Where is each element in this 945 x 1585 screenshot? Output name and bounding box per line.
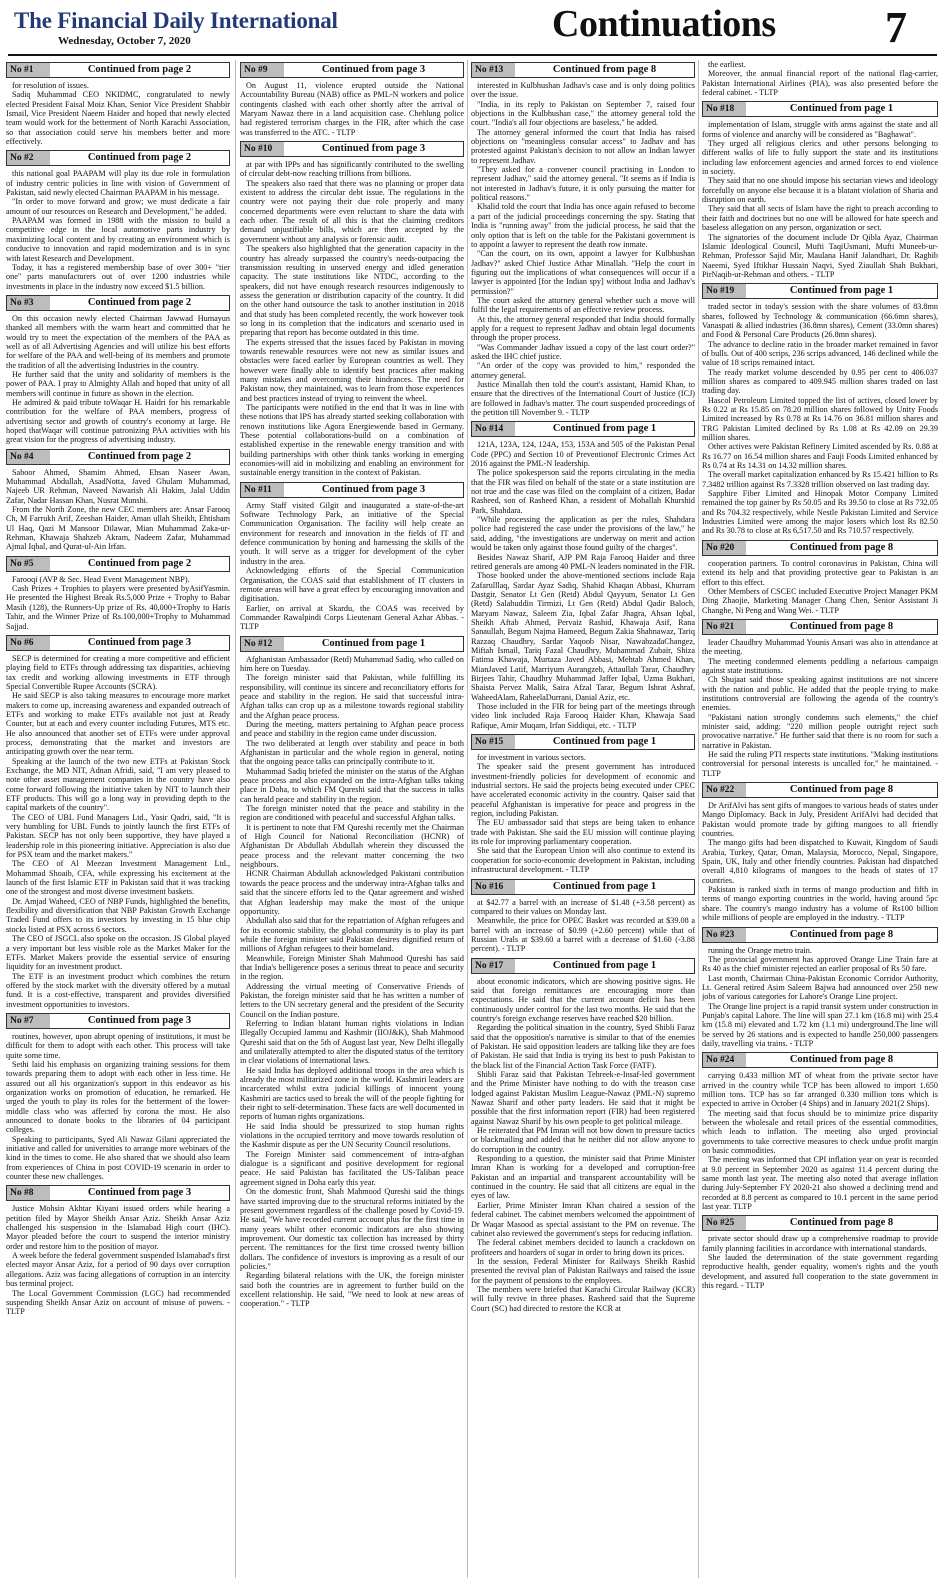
story-number-badge: No #24: [703, 1053, 746, 1067]
story-paragraph: On the domestic front, Shah Mahmood Qureshi said the things have started improving due to the structural reforms initiated by the present government regardless of the challenge posed by Covid-19. He said, "We have recorded current account plus for the first time in many years whilst other economic indicators are also showing improvement. Our domestic tax collection has increased by thirty percent. The remittances for the first time crossed twenty billion dollars. The confidence of investors is improving as a result of our policies.": [240, 1187, 464, 1271]
story-continued-title: Continued from page 8: [789, 1054, 894, 1066]
continuation-story: [6, 150, 230, 290]
continuation-story: [240, 62, 464, 137]
story-paragraph: Referring to Indian blatant human rights violations in Indian Illegally Occupied Jammu and Kashmir (IIOJ&K), Shah Mahmood Qureshi said that on the 5th of August last year, New Delhi illegally and unilaterally attempted to alter the disputed status of the territory in clear violations of international laws.: [240, 1018, 464, 1066]
story-number-badge: No #6: [7, 636, 50, 650]
story-paragraph: The members were briefed that Karachi Circular Railway (KCR) will fully revive in three phases. Rasheed said that the Supreme Court (SC) had directed to restore the KCR at: [471, 1284, 695, 1313]
story-paragraph: He reiterated that PM Imran will not bow down to pressure tactics or blackmailing and added that he neither did nor allow anyone to do corruption in the country.: [471, 1126, 695, 1154]
story-paragraph: "An order of the copy was provided to him," responded the attorney general.: [471, 361, 695, 380]
story-body: [471, 898, 695, 954]
column-3: [471, 60, 695, 1578]
story-paragraph: The two deliberated at length over stability and peace in both Afghanistan in particular and the whole region in general, noting that the ongoing peace talks can principally contribute to it.: [240, 738, 464, 767]
story-paragraph: SECP is determined for creating a more competitive and efficient playing field to ETFs through addressing tax disparities, achieving tax credit and working allowing investments in ETF through Special Convertible Rupee Accounts (SCRA).: [6, 653, 230, 691]
story-number-badge: No #8: [7, 1186, 50, 1200]
story-paragraph: The Local Government Commission (LGC) had recommended suspending Sheikh Ansar Aziz on account of misuse of powers. - TLTP: [6, 1288, 230, 1317]
newspaper-name: The Financial Daily International: [14, 8, 338, 33]
continuation-story: [6, 62, 230, 146]
story-number-badge: No #21: [703, 620, 746, 634]
story-number-badge: No #23: [703, 928, 746, 942]
story-continued-title: Continued from page 8: [789, 620, 894, 632]
continuation-story: [471, 421, 695, 730]
story-paragraph: Earlier, on arrival at Skardu, the COAS was received by Commander Rawalpindi Corps Lieutenant General Azhar Abbas. - TLTP: [240, 603, 464, 632]
story-paragraph: They said that no one should impose his sectarian views and ideology forcefully on anyone else because it is a blatant violation of Sharia and disruption on earth.: [702, 176, 938, 205]
story-paragraph: The ETF is an investment product which combines the return offered by the stock market with the diversity offered by a mutual fund. It is a cost-effective, transparent and provides diversified investment opportunities to investors.: [6, 971, 230, 1009]
story-paragraph: The court asked the attorney general whether such a move will fulfil the legal requirements of an effective review process.: [471, 295, 695, 315]
continuation-story: [6, 635, 230, 1009]
story-paragraph: leader Chaudhry Muhammad Younis Ansari was also in attendance at the meeting.: [702, 637, 938, 657]
story-paragraph: The mango gifts had been dispatched to Kuwait, Kingdom of Saudi Arabia, Turkey, Qatar, Oman, Malaysia, Morocco, Nepal, Singapore, Spain, UK, Italy and other friendly countries. Pakistan had dispatched overall 4,810 kilograms of mangoes to the heads of states of 17 countries.: [702, 838, 938, 885]
story-paragraph: He further said that the unity and solidarity of members is the power of PAA. I pray to Almighty Allah and hoped that unity of all members will continue in future as shown in the election.: [6, 369, 230, 398]
story-paragraph: "While processing the application as per the rules, Shahdara police had registered the case under the provisions of the law," he said, adding, "the investigations are underway on merit and action would be taken only against those found guilty of the charges".: [471, 515, 695, 553]
story-header: [6, 62, 230, 78]
continuation-story: [240, 141, 464, 478]
story-paragraph: at par with IPPs and has significantly contributed to the swelling of circular debt-now reaching trillions from billions.: [240, 160, 464, 179]
continuation-story: [6, 556, 230, 631]
story-paragraph: this national goal PAAPAM will play its due role in formulation of industry centric policies in line with vision of Government of Pakistan, said newly elected Chairman PAAPAM in his message.: [6, 169, 230, 198]
story-paragraph: The participants were notified in the end that It was in line with these notions that IPS has already started seeking collaboration with renown institutions like Agora Energiewende based in Germany. These potential collaborations-build on a combination of established expertise in the renewable energy transition and with building partnerships with other think tanks working in emerging economies-will aid in mobilizing and enabling an environment for sustainable energy transition in the context of Pakistan.: [240, 403, 464, 478]
story-paragraph: On August 11, violence erupted outside the National Accountability Bureau (NAB) office as PML-N workers and police contingents clashed with each other shortly after the arrival of Maryam Nawaz there in a land acquisition case. Chehlung police had registered terrorism charges in the FIR, after which the case was transferred to the ATC. - TLTP: [240, 81, 464, 137]
story-paragraph: Abdullah also said that for the repatriation of Afghan refugees and for its economic stability, the global community is to play its part while the foreign minister said Pakistan desires dignified return of millions of Afghan refugees to their homeland.: [240, 916, 464, 954]
story-body: [6, 1204, 230, 1316]
story-header: [240, 482, 464, 498]
story-paragraph: The federal cabinet members decided to launch a crackdown on profiteers and hoarders of sugar in order to bring down its prices.: [471, 1238, 695, 1257]
story-number-badge: No #11: [241, 483, 284, 497]
story-body: [6, 314, 230, 445]
story-body: [471, 81, 695, 417]
story-body: [6, 169, 230, 290]
story-paragraph: The ready market volume descended by 0.95 per cent to 406.037 million shares as compared to 409.945 million shares traded on last trading day.: [702, 367, 938, 396]
story-body: [240, 501, 464, 632]
story-number-badge: No #9: [241, 63, 284, 77]
story-paragraph: They urged all religious clerics and other persons belonging to different walks of life to fully support the state and its institutions including law enforcement agencies and armed forces to end violence in society.: [702, 139, 938, 177]
story-header: [702, 283, 938, 299]
story-header: [702, 540, 938, 556]
story-number-badge: No #3: [7, 296, 50, 310]
story-paragraph: He said India has deployed additional troops in the area which is already the most militarized zone in the world. Kashmiri leaders are incarcerated whilst extra judicial killings of innocent young Kashmiri are tactics used to break the will of the people fighting for their right to self-determination. These facts are well documented in reports of human rights organizations.: [240, 1065, 464, 1122]
story-paragraph: "In order to move forward and grow; we must dedicate a fair amount of our resources on Research and Development," he added.: [6, 197, 230, 216]
story-continued-title: Continued from page 2: [87, 152, 192, 164]
story-body: [6, 468, 230, 552]
story-paragraph: He admired & paid tribute toWaqar H. Haidri for his remarkable contribution for the welfare of PAA members, progress of advertising sector and growth of country's economy at large. He hoped thatWaqar will continue patronizing PAA activities with his great vision for the progress of advertising industry.: [6, 397, 230, 445]
story-body: [702, 1071, 938, 1211]
story-number-badge: No #16: [472, 880, 515, 894]
story-paragraph: The foreign minister said that Pakistan, while fulfilling its responsibility, will continue its sincere and reconciliatory efforts for peace and stability in the region. He said that successful intra-Afghan talks can crop up as a milestone towards regional stability and the Afghan peace process.: [240, 673, 464, 720]
story-paragraph: Addressing the virtual meeting of Conservative Friends of Pakistan, the foreign minister said that he has written a number of letters to the UN secretary general and the president of the Security Council on the Indian posture.: [240, 981, 464, 1019]
story-paragraph: at $42.77 a barrel with an increase of $1.48 (+3.58 percent) as compared to their values on Monday last.: [471, 897, 695, 916]
story-paragraph: Pakistan is ranked sixth in terms of mango production and fifth in terms of mango exporting countries in the world, having around 5pc share. The country's mango industry has a volume of Rs100 billion while millions of people are employed in the industry. - TLTP: [702, 885, 938, 923]
story-paragraph: Cash Prizes + Trophies to players were presented byAsifYasmin. He presented the Highest Break Rs.5,000 Prize + Trophy to Babar Masih (128), the Runners-Up prize of Rs. 40,000+Trophy to Haris Tahir, and the Winner Prize of Rs.100,000+Trophy to Muhammad Sajjad.: [6, 584, 230, 631]
continuation-story: [6, 449, 230, 552]
continuation-story: [471, 734, 695, 874]
publication-date: Wednesday, October 7, 2020: [58, 35, 191, 47]
story-paragraph: The foreign minister noted that the peace and stability in the region are conditioned with peaceful and successful Afghan talks.: [240, 804, 464, 823]
story-paragraph: the earliest.: [708, 60, 746, 69]
column-divider: [235, 60, 236, 1578]
story-body: [702, 946, 938, 1049]
story-header: [240, 141, 464, 157]
continuation-story: [240, 482, 464, 632]
story-paragraph: From the North Zone, the new CEC members are: Ansar Farooq Ch, M Farrukh Arif, Zeeshan Haider, Aman ullah Sheikh, Ehtisham Ul Haq, Qazi M Mansoor Dilawar, Mian Muhammad Zaka-ur-Rehman, Khawaja Shahzeb Akram, Nadeem Zafar, Muhammad Ajmal Iqbal, and Qurat-ul-Ain Irfan.: [6, 505, 230, 552]
story-paragraph: He said the ruling PTI respects state institutions. "Making institutions controversial for personal interests is uncalled for," he maintained. - TLTP: [702, 750, 938, 778]
continuation-story: [240, 636, 464, 1309]
column-1: [6, 60, 230, 1578]
story-paragraph: The advance to decline ratio in the broader market remained in favor of bulls. Out of 400 scrips, 236 scrips advanced, 146 declined while the value of 18 scrips remained intact.: [702, 339, 938, 368]
story-paragraph: Sethi laid his emphasis on organizing training sessions for them towards preparing them to adopt with each other in less time. He assured out all his organization's support in this endeavor as his organization works on promotion of education, he remarked. He urged the youth to play its roles for the betterment of the lower-middle class who was affected by corona the most. He also announced to donate books to the libraries of 04 participant colleges.: [6, 1059, 230, 1135]
story-number-badge: No #18: [703, 102, 746, 116]
story-continued-title: Continued from page 3: [321, 64, 426, 75]
story-paragraph: Meanwhile, Foreign Minister Shah Mahmood Qureshi has said that India's belligerence poses a serious threat to peace and security in the region.: [240, 953, 464, 982]
continuation-story: [702, 101, 938, 279]
story-header: [702, 1052, 938, 1068]
story-paragraph: for investment in various sectors.: [477, 753, 586, 763]
story-paragraph: The attorney general informed the court that India has raised objections on "meaningless consular access" to Jadhav and has protested against Pakistan's decision to not allow an Indian lawyer to represent Jadhav.: [471, 127, 695, 165]
story-continued-title: Continued from page 8: [789, 784, 894, 796]
story-paragraph: Justice Minallah then told the court's assistant, Hamid Khan, to ensure that the directives of the International Court of Justice (ICJ) are followed in Jadhav's matter. The court suspended proceedings of the petition till November 9. - TLTP: [471, 380, 695, 418]
story-paragraph: Speaking at the launch of the two new ETFs at Pakistan Stock Exchange, the MD NIT, Adnan Afridi, said, "I am very pleased to note other asset management companies in the country have also come forward following the initiative taken by NIT to launch their ETF products. This will go a long way in providing depth to the capital markets of the country".: [6, 756, 230, 813]
column-2: [240, 60, 464, 1578]
story-paragraph: Today, it has a registered membership base of over 300+ "tier one" parts manufacturers out of over 1200 industries while investments in place in the industry now exceed $1.5 billion.: [6, 262, 230, 291]
story-paragraph: The speaker said the present government has introduced investment-friendly policies for development of economic and industrial sectors. He said the projects being executed under CPEC have accelerated economic activity in the country. Qaiser said that peaceful Afghanistan is imperative for peace and progress in the region, including Pakistan.: [471, 762, 695, 819]
story-header: [471, 958, 695, 974]
story-paragraph: carrying 0.433 million MT of wheat from the private sector have arrived in the country while TCP has been allowed to import 1.650 million tons. TCP has so far arranged 0.330 million tons which is expected to arrive in October (4 Ships) and in January 2021(2 Ships).: [702, 1071, 938, 1109]
story-paragraph: The speakers also raed that there was no planning or proper data existent to address the circular debt issue. The regulations in the country were not paying their due role properly and many concerned departments were even reluctant to share the data with each other. The result of all this is that the claiming creditors demand unjustifiable bills, which are then accepted by the government without any analysis or forensic audit.: [240, 178, 464, 244]
story-number-badge: No #4: [7, 450, 50, 464]
column-divider: [467, 60, 468, 1578]
story-header: [240, 62, 464, 78]
story-paragraph: running the Orange metro train.: [708, 945, 812, 955]
story-paragraph: At this, the attorney general responded that India should formally apply for a request to represent Jadhav and obtain legal documents through the proper process.: [471, 314, 695, 343]
story-paragraph: He said India should be pressurized to stop human rights violations in the occupied territory and move towards resolution of the Kashmir dispute as per the UN Security Council resolutions.: [240, 1121, 464, 1150]
story-continued-title: Continued from page 3: [321, 483, 426, 495]
story-continued-title: Continued from page 1: [321, 637, 426, 649]
story-paragraph: Ch Shujaat said those speaking against institutions are not sincere with the nation and public. He added that the people trying to make institutions controversial are following the agenda of the country's enemies.: [702, 675, 938, 713]
story-paragraph: Other actives were Pakistan Refinery Limited ascended by Rs. 0.88 at Rs 16.77 on 16.54 million shares and Fauji Foods Limited enhanced by Rs 0.74 at Rs 14.31 on 14.32 million shares.: [702, 442, 938, 471]
continuation-story: [702, 927, 938, 1049]
story-number-badge: No #22: [703, 783, 746, 797]
story-paragraph: Responding to a question, the minister said that Prime Minister Imran Khan is working for a developed and corruption-free Pakistan and an impartial and transparent accountability will be continued in the country. He said that all citizens are equal in the eyes of law.: [471, 1154, 695, 1201]
story-body: [240, 81, 464, 137]
continuation-story: [6, 1013, 230, 1182]
story-paragraph: The overall market capitalization enhanced by Rs 15.421 billion to Rs 7.3482 trillion against Rs 7.3328 trillion observed on last trading day.: [702, 470, 938, 489]
story-continued-title: Continued from page 2: [87, 450, 192, 462]
masthead: [0, 0, 945, 56]
story-paragraph: Regarding bilateral relations with the UK, the foreign minister said both the countries are in agreement to further build on the excellent relationship. He said, "We need to look at new areas of cooperation." - TLTP: [240, 1271, 464, 1309]
story-header: [471, 62, 695, 78]
story-paragraph: She lauded the determination of the state government regarding reproductive health, gender equality, women's rights and the youth development, and assured full cooperation to the state government in this regard. - TLTP: [702, 1253, 938, 1291]
story-continued-title: Continued from page 3: [87, 636, 192, 648]
story-paragraph: The speakers also highlighted that the generation capacity in the country has already surpassed the country's needs-outpacing the transmission resulting in unserved energy and idled generation capacity. The state institutions like NTDC, according to the speakers, did not have enough research resources indigenously to assess the generation or distribution capacity of the country. It did on the other hand outsource the task to another institution in 2018 and that study has been completed recently, the work however took so long in its completion that the indicators and scenario used in preparing that report has become outdated in this time.: [240, 244, 464, 338]
column-4: [702, 60, 938, 1578]
story-number-badge: No #5: [7, 557, 50, 571]
story-paragraph: Last month, Chairman China-Pakistan Economic Corridor Authority, Lt. General retired Asim Saleem Bajwa had announced over 250 new jobs of various categories for Lahore's Orange Line project.: [702, 973, 938, 1002]
story-paragraph: Regarding the political situation in the country, Syed Shibli Faraz said that the opposition's narrative is similar to that of the enemies of Pakistan. He said opposition leaders are talking like they are foes of Pakistan. He said that India is trying its best to push Pakistan to the black list of the Financial Action Task Force (FATF).: [471, 1023, 695, 1070]
story-paragraph: Sadiq Muhammad CEO NKIDMC, congratulated to newly elected President Faisal Moiz Khan, Senior Vice President Shabbir Ismail, Vice President Naeem Haider and hoped that newly elected team would work for the betterment of North Karachi Association, so that association could serve his members better and more effectively.: [6, 90, 230, 147]
story-paragraph: Those included in the FIR for being part of the meetings through video link included Raja Farooq Haider Khan, Khawaja Saad Rafique, Amir Muqam, Irfan Siddiqui, etc. - TLTP: [471, 702, 695, 730]
story-paragraph: Moreover, the annual financial report of the national flag-carrier, Pakistan International Airlines (PIA), was also presented before the federal cabinet. - TLTP: [702, 69, 938, 98]
story-paragraph: Speaking to participants, Syed Ali Nawaz Gilani appreciated the initiative and called for universities to arrange more webinars of the kind in the times to come. He also shared that we should also learn from experiences of China in post COVID-19 scenario in order to counter these new challenges.: [6, 1134, 230, 1182]
story-paragraph: They said that all sects of Islam have the right to preach according to their faith and doctrines but no one will be allowed for hate speech and baseless allegation on any person, organization or sect.: [702, 204, 938, 233]
continuation-story: [702, 1215, 938, 1290]
story-number-badge: No #10: [241, 142, 284, 156]
story-paragraph: The Foreign Minister said commencement of intra-afghan dialogue is a significant and positive development for regional peace. He said Pakistan has facilitated the US-Taliban peace agreement signed in Doha early this year.: [240, 1149, 464, 1187]
story-paragraph: implementation of Islam, struggle with arms against the state and all forms of violence and anarchy will be considered as "Baghawat".: [702, 120, 938, 139]
story-number-badge: No #12: [241, 637, 284, 651]
story-paragraph: cooperation partners. To control coronavirus in Pakistan, China will extend its help and that providing protective gear to Pakistan is an effort to this effect.: [702, 558, 938, 587]
story-paragraph: The provincial government has approved Orange Line Train fare at Rs 40 as the chief minister rejected an earlier proposal of Rs 50 fare.: [702, 954, 938, 974]
story-continued-title: Continued from page 3: [87, 1014, 192, 1026]
story-paragraph: PAAPAM was formed in 1988 with the mission to build a competitive edge in the local automotive parts industry by maximizing local content and by creating an environment which is conducive to innovation and rapid modernization and is in sync with latest Research and Development.: [6, 216, 230, 263]
column-divider: [698, 60, 699, 1578]
story-paragraph: interested in Kulbhushan Jadhav's case and is only doing politics over the issue.: [471, 81, 695, 100]
story-paragraph: for resolution of issues.: [12, 81, 89, 90]
continuation-story: [702, 540, 938, 615]
story-paragraph: about economic indicators, which are showing positive signs. He said that foreign remittances are encouraging more than expectations. He said that the current account deficit has been continuously under control for the last two months. He said that the country's foreign exchange reserves have reached $20 billion.: [471, 976, 695, 1023]
story-header: [6, 1013, 230, 1029]
story-body: [702, 302, 938, 536]
story-paragraph: Afghanistan Ambassador (Retd) Muhammad Sadiq, who called on him here on Tuesday.: [240, 654, 464, 673]
story-paragraph: Acknowledging efforts of the Special Communication Organisation, the COAS said that establishment of IT clusters in remote areas will have a great effect by encouraging innovation and digitisation.: [240, 566, 464, 604]
story-body: [471, 753, 695, 874]
story-paragraph: Besides Nawaz Sharif, AJP PM Raja Farooq Haider and three retired generals are among 40 PML-N leaders nominated in the FIR.: [471, 552, 695, 571]
continuation-story: [702, 782, 938, 922]
continuation-story: [471, 62, 695, 417]
story-paragraph: "Pakistani nation strongly condemns such elements," the chief minister said, adding: "220 million people outright reject such provocative narrative." He further said that there is no room for such a narrative in Pakistan.: [702, 712, 938, 750]
story-paragraph: private sector should draw up a comprehensive roadmap to provide family planning facilities in accordance with international standards.: [702, 1234, 938, 1253]
story-number-badge: No #25: [703, 1216, 746, 1230]
story-number-badge: No #13: [472, 63, 515, 77]
story-continued-title: Continued from page 8: [789, 1217, 894, 1229]
story-continued-title: Continued from page 1: [552, 880, 657, 892]
story-paragraph: Hascol Petroleum Limited topped the list of actives, closed lower by Rs 0.22 at Rs 15.85 on 78.20 million shares followed by Unity Foods Limited increased by Rs 0.78 at Rs 14.76 on 36.81 million shares and TRG Pakistan Limited declined by Rs 1.08 at Rs 42.09 on 29.39 million shares.: [702, 395, 938, 443]
story-body: [702, 120, 938, 279]
section-title: Continuations: [552, 3, 776, 45]
story-header: [6, 556, 230, 572]
story-paragraph: routines, however, upon abrupt opening of institutions, it must be difficult for them to adopt with each other. This process will take quite some time.: [6, 1031, 230, 1060]
story-paragraph: The police spokesperson said the reports circulating in the media that the FIR was filed on behalf of the state or a state institution are not true and the case was filed on the complaint of a citizen, Badar Rasheed, son of Rasheed Khan, a resident of Mohallah Khurshid Park, Shahdara.: [471, 468, 695, 515]
story-continued-title: Continued from page 8: [789, 541, 894, 553]
story-header: [702, 1215, 938, 1231]
story-paragraph: The CEO of Al Meezan Investment Management Ltd., Mohammad Shoaib, CFA, while expressing his excitement at the launch of the first Islamic ETF in Pakistan said that it was tracking one of the strongest and most diverse investment baskets.: [6, 859, 230, 897]
story-header: [6, 449, 230, 465]
story-header: [6, 1185, 230, 1201]
story-body: [6, 1032, 230, 1182]
story-paragraph: The Orange line project is a rapid transit system under construction in Punjab's capital Lahore. The line will span 27.1 km (16.8 mi) with 25.4 km (15.8 mi) elevated and 1.72 km (1.1 mi) underground.The line will be served by 26 stations and is expected to handle 250,000 passengers daily, travelling via trains. - TLTP: [702, 1001, 938, 1048]
story-paragraph: Dr ArifAlvi has sent gifts of mangoes to various heads of states under Mango Diplomacy. Back in July, President ArifAlvi had decided that Pakistan would promote trade by gifting mangoes to all friendly countries.: [702, 801, 938, 839]
story-paragraph: Meanwhile, the price for OPEC Basket was recorded at $39.08 a barrel with an increase of $0.99 (+2.60 percent) while that of Russian Urals at $39.60 a barrel with a decrease of $1.60 (-3.88 percent). - TLTP: [471, 916, 695, 954]
story-body: [702, 801, 938, 922]
story-paragraph: Sapphire Fiber Limited and Hinopak Motor Company Limited remained the top gainer by Rs 50.05 and Rs 39.50 to close at Rs 732.05 and Rs 704.32 respectively, while Nestle Pakistan Limited and Service Industries Limited were among the major losers which lost Rs 82.50 and Rs 30.78 to close at Rs 6,517.50 and Rs 710.57 respectively.: [702, 489, 938, 536]
story-paragraph: Army Staff visited Gilgit and inaugurated a state-of-the-art Software Technology Park, an initiative of the Special Communication Organisation. The facility will help create an environment for research and innovation in the fields of IT and defence communication by honing and harnessing the skills of the youth. It will serve as a trigger for development of the cyber industry in the area.: [240, 500, 464, 566]
story-header: [702, 619, 938, 635]
continuation-story: [702, 1052, 938, 1211]
story-number-badge: No #7: [7, 1014, 50, 1028]
story-number-badge: No #14: [472, 422, 515, 436]
story-paragraph: It is pertinent to note that FM Qureshi recently met the Chairman of High Council for National Reconciliation (HCNR) of Afghanistan Dr Abdullah Abdullah wherein they discussed the peace process and the relevant matter concerning the two neighbours.: [240, 822, 464, 870]
story-body: [702, 60, 938, 97]
story-paragraph: He said SECP is also taking measures to encourage more market makers to come up, increasing awareness and expanded outreach of ETFs and working to make ETFs available not just at Ready Counter, but at each and every counter including Futures, MTS etc. He also announced that another set of ETFs were under approval process, demonstrating that the market and investors are anticipating growth over the near term.: [6, 691, 230, 757]
story-body: [471, 977, 695, 1313]
story-continued-title: Continued from page 3: [87, 1187, 192, 1199]
story-paragraph: "Was Commander Jadhav issued a copy of the last court order?" asked the IHC chief justice.: [471, 342, 695, 361]
story-paragraph: On this occasion newly elected Chairman Jawwad Humayun thanked all members with the warm heart and committed that he would try to meet the expectation of the members of the PAA as well as of all Advertising Agencies and will utilize his best efforts for welfare of the PAA and well-being of its members and promote the tradition of all the advertising Industries in the country.: [6, 313, 230, 370]
story-paragraph: The experts stressed that the issues faced by Pakistan in moving towards renewable resources were not new as similar issues and obstacles were faced earlier by European countries as well. They however were finally able to identify best practices after making many mistakes and overcoming their hindrances. The need for Pakistan now, they maintained, was to learn from those experiences and best practices instead of trying to reinvent the wheel.: [240, 337, 464, 403]
story-number-badge: No #15: [472, 735, 515, 749]
story-header: [471, 734, 695, 750]
story-paragraph: The meeting was informed that CPI inflation year on year is recorded at 9.0 percent in September 2020 as against 11.4 percent during the same month last year. The meeting also noted that average inflation during July-September FY 2020-21 also showed a declining trend and recorded at 8.8 percent as compared to 10.1 percent in the same period last year. TLTP: [702, 1155, 938, 1212]
continuation-story: [6, 1185, 230, 1316]
story-paragraph: "India, in its reply to Pakistan on September 7, raised four objections in the Kulbhushan case," the attorney general told the court. "India's all four objections are baseless," he added.: [471, 99, 695, 128]
story-paragraph: Dr. Amjad Waheed, CEO of NBP Funds, highlighted the benefits, flexibility and diversification that NBP Pakistan Growth Exchange Traded Fund offers to its investors by investing in 15 blue chip stocks listed at PSX across 6 sectors.: [6, 896, 230, 934]
story-paragraph: She said that the European Union will also continue to extend its cooperation for socio-economic development in Pakistan, including infrastructural development. - TLTP: [471, 846, 695, 875]
story-header: [6, 295, 230, 311]
story-continued-title: Continued from page 2: [87, 557, 192, 569]
story-continued-title: Continued from page 3: [321, 143, 426, 155]
story-continued-title: Continued from page 1: [789, 103, 894, 115]
story-paragraph: The CEO of JSGCL also spoke on the occasion. JS Global played a very important but less visible role as the Market Maker for the ETFs. Market Makers provide the essential service of ensuring liquidity for an investment product.: [6, 934, 230, 972]
story-paragraph: In the session, Federal Minister for Railways Sheikh Rashid presented the revival plan of Pakistan Railways and raised the issue for the payment of pensions to the employees.: [471, 1256, 695, 1285]
story-paragraph: Shibli Faraz said that Pakistan Tehreek-e-Insaf-led government and the Prime Minister have nothing to do with the treason case lodged against Pakistan Muslim League-Nawaz (PML-N) supremo Nawaz Sharif and other party leaders. He said that it might be possible that the first information report (FIR) had been registered against Nawaz Sharif by his own people to get political mileage.: [471, 1070, 695, 1126]
story-body: [702, 1234, 938, 1290]
story-continued-title: Continued from page 1: [552, 959, 657, 971]
story-header: [702, 101, 938, 117]
continuation-story: [471, 879, 695, 954]
continuation-story: [702, 619, 938, 778]
story-number-badge: No #1: [7, 63, 50, 77]
story-paragraph: The meeting said that focus should be to minimize price disparity between the wholesale and retail prices of the essential commodities, which leads to inflation. The meeting also urged provincial governments to take corrective measures to check undue profit margin on basic commodities.: [702, 1108, 938, 1156]
story-body: [6, 575, 230, 631]
story-continued-title: Continued from page 1: [789, 285, 894, 297]
story-paragraph: During the meeting, matters pertaining to Afghan peace process and peace and stability in the region came under discussion.: [240, 719, 464, 739]
story-header: [702, 782, 938, 798]
story-paragraph: Saboor Ahmed, Shamim Ahmed, Ehsan Naseer Awan, Muhammad Abdullah, AsadNotta, Javed Ghulam Muhammad, Najeeb UR Rehman, Naveed Nawarish Ali Hakim, Jalal Uddin Zafar, Nadar Hassan Khan, Nusrat Munshi.: [6, 467, 230, 505]
continuation-story: [702, 283, 938, 536]
story-number-badge: No #20: [703, 541, 746, 555]
story-paragraph: Those booked under the above-mentioned sections include Raja Zafarulllaq, Sardar Ayaz Sadiq, Shahid Khaqan Abbasi, Khurram Dastgir, Senator Lt Gen (Retd) Abdul Qayyum, Senator Lt Gen (Retd) Salahuddin Tirmizi, Lt Gen (Retd) Abdul Qadir Baloch, Maryam Nawaz, Saleem Zia, Iqbal Zafar Jhagra, Ahsan Iqbal, Sheikh Aftab Ahmed, Pervaiz Rashid, Khawaja Asif, Rana Sanaullah, Begum Najma Hameed, Begum Zakia Shahnawaz, Tariq Razzaq Chaudhry, Sardar Yaqoob Nisar, NawabzadaChangez, Miftah Ismail, Tariq Fazal Chaudhry, Muhammad Zubair, Shiza Fatima Khawaja, Murtaza Javed Abbasi, Mehtab Ahmed Khan, MianJaved Latif, Marriyum Aurangzeb, Attaullah Tarar, Chaudhry Birjees Tahir, Chaudhry Muhammad Jaffer Iqbal, Uzma Bukhari, Shaista Pervez Malik, Saira Afzal Tarar, Begum Ishrat Ashraf, WaheedAlam, RaheelaDurrani, Danial Aziz, etc.: [471, 571, 695, 702]
story-header: [702, 927, 938, 943]
story-paragraph: Other Members of CSCEC included Executive Project Manager PKM Ding Zhaojie, Marketing Manager Chang Chen, Senior Assistant Ji Changhe, Ni Peng and Wang Wei. - TLTP: [702, 586, 938, 615]
story-header: [6, 150, 230, 166]
story-paragraph: Khalid told the court that India has once again refused to become a part of the judicial proceedings concerning the spy. Stating that India is "running away" from the judicial process, he said that the only option that is left on the table for the Pakistani government is to appoint a lawyer to represent the death row inmate.: [471, 202, 695, 249]
story-paragraph: Earlier, Prime Minister Imran Khan chaired a session of the federal cabinet. The cabinet members welcomed the appointment of Dr Waqar Masood as special assistant to the PM on revenue. The cabinet also reviewed the government's steps for reducing inflation.: [471, 1200, 695, 1238]
story-continued-title: Continued from page 1: [552, 423, 657, 435]
story-paragraph: 121A, 123A, 124, 124A, 153, 153A and 505 of the Pakistan Penal Code (PPC) and Section 10 of Preventionof Electronic Crimes Act 2016 against the PML-N leadership.: [471, 440, 695, 469]
story-paragraph: A week before the federal government suspended Islamabad's first elected mayor Ansar Aziz, for a period of 90 days over corruption allegations. Aziz was facing allegations of corruption in an intercity bus terminal project.: [6, 1251, 230, 1289]
story-body: [6, 654, 230, 1009]
story-body: [240, 655, 464, 1309]
story-body: [6, 81, 230, 146]
story-paragraph: traded sector in today's session with the share volumes of 83.8mn shares, followed by Technology & communication (66.6mn shares), Vanaspati & allied industries (36.8mn shares), Cement (33.0mn shares) and Food & Personal Care Products (26.8mn shares).: [702, 302, 938, 340]
story-continued-title: Continued from page 8: [789, 928, 894, 940]
story-body: [471, 440, 695, 730]
continuation-story: [6, 295, 230, 445]
story-paragraph: Farooqi (AVP & Sec. Head Event Management NBP).: [12, 574, 190, 584]
continuation-story: [702, 60, 938, 97]
page-number: 7: [885, 3, 907, 52]
story-number-badge: No #19: [703, 284, 746, 298]
story-paragraph: HCNR Chairman Abdullah acknowledged Pakistani contribution towards the peace process and the underway intra-Afghan talks and said that the sincere efforts led to the Qatar agreement and wished that Afghan leadership may make the most of the unique opportunity.: [240, 869, 464, 916]
story-continued-title: Continued from page 1: [552, 736, 657, 748]
story-paragraph: The meeting condemned elements peddling a nefarious campaign against state institutions.: [702, 656, 938, 675]
story-paragraph: "Can the court, on its own, appoint a lawyer for Kulbhushan Jadhav?" asked Chief Justice Athar Minallah. "Help the court in figuring out the implications of what consequences will occur if a lawyer is appointed [for the Indian spy] without India and Jadhav's permission?": [471, 249, 695, 296]
story-continued-title: Continued from page 2: [87, 296, 192, 308]
story-header: [471, 879, 695, 895]
story-body: [702, 638, 938, 778]
continuation-story: [471, 958, 695, 1313]
story-paragraph: The EU ambassador said that steps are being taken to enhance trade with Pakistan. She said the EU mission will continue playing its role for improving parliamentary cooperation.: [471, 818, 695, 847]
story-number-badge: No #2: [7, 151, 50, 165]
story-header: [471, 421, 695, 437]
story-continued-title: Continued from page 2: [87, 64, 192, 75]
story-paragraph: Justice Mohsin Akhtar Kiyani issued orders while hearing a petition filed by Mayor Sheikh Ansar Aziz. Sheikh Ansar Aziz challenged his suspension in the Islamabad High court (IHC). Mayor pleaded before the court to suspend the interior ministry order and restore him to the position of mayor.: [6, 1204, 230, 1251]
story-number-badge: No #17: [472, 959, 515, 973]
story-paragraph: The signatories of the document include Dr Qibla Ayaz, Chairman Islamic Ideological Council, Mufti TaqiUsmani, Mufti Muneeb-ur-Rehman, Professor Sajid Mir, Maulana Hanif Jalandhari, Dr. Raghib Naeemi, Syed Iftikhar Hussain Naqvi, Syed Ziaullah Shah Bukhari, PirNaqib-ur-Rehman and others. - TLTP: [702, 232, 938, 279]
story-body: [240, 160, 464, 478]
story-header: [6, 635, 230, 651]
masthead-rule: [8, 54, 937, 56]
story-paragraph: The CEO of UBL Fund Managers Ltd., Yasir Qadri, said, "It is very humbling for UBL Funds to jointly launch the first ETFs of Pakistan. SECP has not only been supportive, they have played a leadership role in this pioneering initiative. Appreciation is also due for PSX team and the market makers.": [6, 812, 230, 860]
story-paragraph: "They asked for a convener council practising in London to represent Jadhav," said the attorney general. "It seems as if India is not interested in Jadhav's future, it is only pursuing the matter for political reasons.": [471, 165, 695, 203]
story-body: [702, 559, 938, 615]
story-header: [240, 636, 464, 652]
story-paragraph: Muhammad Sadiq briefed the minister on the status of the Afghan peace process and also expanded on the intra-Afghan talks taking place in Doha, to which FM Qureshi said that the success in talks can herald peace and stability in the region.: [240, 766, 464, 804]
story-continued-title: Continued from page 8: [552, 64, 657, 75]
